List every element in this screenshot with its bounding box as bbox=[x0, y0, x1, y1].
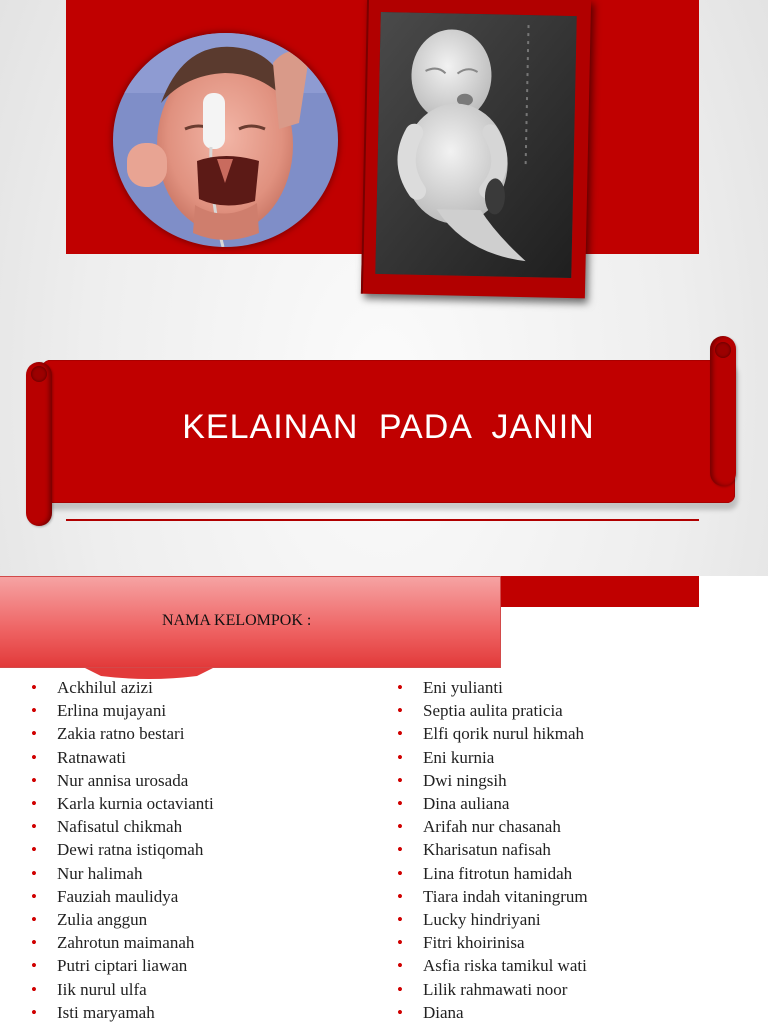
list-item: • Ackhilul azizi bbox=[31, 676, 214, 699]
list-item: • Dewi ratna istiqomah bbox=[31, 838, 214, 861]
bottom-red-tab bbox=[500, 576, 699, 607]
list-item: • Zahrotun maimanah bbox=[31, 931, 214, 954]
list-item: • Eni kurnia bbox=[397, 746, 588, 769]
list-item: • Nafisatul chikmah bbox=[31, 815, 214, 838]
list-item: • Nur halimah bbox=[31, 862, 214, 885]
list-item: • Diana bbox=[397, 1001, 588, 1024]
page-title: KELAINAN PADA JANIN bbox=[182, 408, 595, 446]
members-list-right bbox=[397, 676, 588, 1024]
list-item: • Arifah nur chasanah bbox=[397, 815, 588, 838]
list-item: • Dina auliana bbox=[397, 792, 588, 815]
list-item: • Erlina mujayani bbox=[31, 699, 214, 722]
list-item: • Iik nurul ulfa bbox=[31, 978, 214, 1001]
list-item: • Tiara indah vitaningrum bbox=[397, 885, 588, 908]
list-item: • Dwi ningsih bbox=[397, 769, 588, 792]
list-item: • Putri ciptari liawan bbox=[31, 954, 214, 977]
list-item: • Asfia riska tamikul wati bbox=[397, 954, 588, 977]
title-divider bbox=[66, 519, 699, 521]
list-item: • Fitri khoirinisa bbox=[397, 931, 588, 954]
list-item: • Eni yulianti bbox=[397, 676, 588, 699]
list-item: • Isti maryamah bbox=[31, 1001, 214, 1024]
list-item: • Lina fitrotun hamidah bbox=[397, 862, 588, 885]
list-item: • Septia aulita praticia bbox=[397, 699, 588, 722]
list-item: • Ratnawati bbox=[31, 746, 214, 769]
list-item: • Elfi qorik nurul hikmah bbox=[397, 722, 588, 745]
members-list-left bbox=[31, 676, 214, 1024]
list-item: • Karla kurnia octavianti bbox=[31, 792, 214, 815]
infant-anomaly-photo bbox=[375, 12, 576, 278]
list-item: • Zulia anggun bbox=[31, 908, 214, 931]
infant-photo-panel bbox=[361, 0, 591, 298]
list-item: • Fauziah maulidya bbox=[31, 885, 214, 908]
list-item: • Lilik rahmawati noor bbox=[397, 978, 588, 1001]
group-label: NAMA KELOMPOK : bbox=[162, 612, 312, 629]
list-item: • Nur annisa urosada bbox=[31, 769, 214, 792]
list-item: • Zakia ratno bestari bbox=[31, 722, 214, 745]
list-item: • Kharisatun nafisah bbox=[397, 838, 588, 861]
baby-cleft-lip-photo bbox=[113, 33, 338, 247]
list-item: • Lucky hindriyani bbox=[397, 908, 588, 931]
